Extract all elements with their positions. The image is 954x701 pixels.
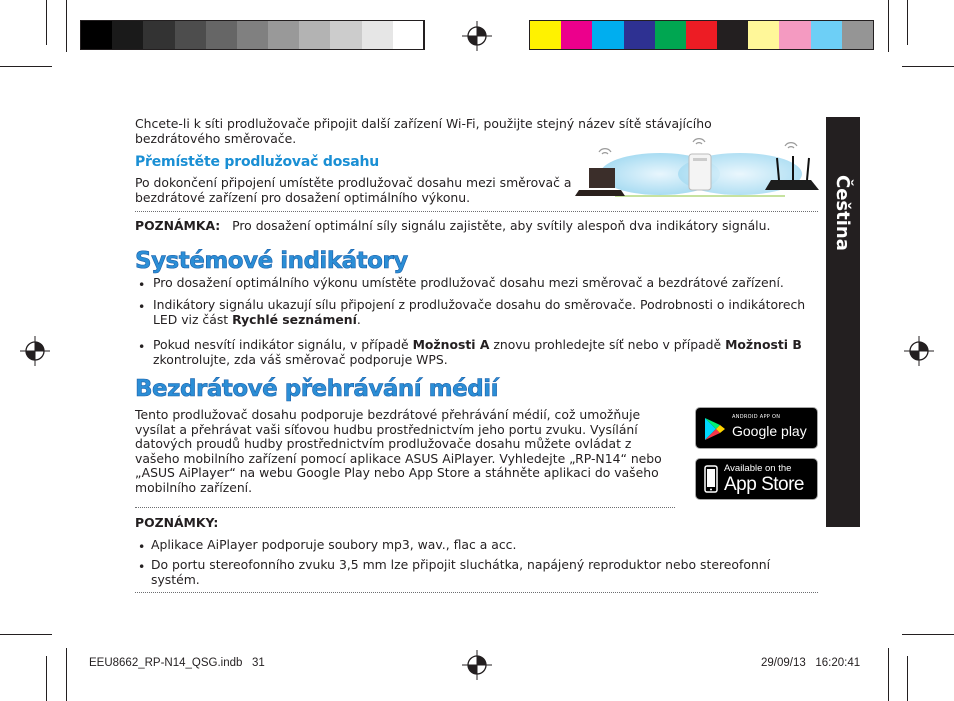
color-swatch [655,21,687,49]
move-heading: Přemístěte prodlužovač dosahu [135,154,380,170]
color-swatch [362,21,394,49]
notes-label: POZNÁMKY: [135,515,219,530]
color-swatch [237,21,269,49]
divider [135,507,675,508]
color-swatch [530,21,562,49]
crop-mark [888,648,889,701]
crop-mark [66,648,67,701]
registration-mark-icon [462,21,492,51]
color-swatch [175,21,207,49]
registration-mark-icon [462,650,492,680]
crop-mark [0,634,52,635]
language-tab-label: Čeština [832,175,853,251]
color-swatch [299,21,331,49]
color-swatch [268,21,300,49]
color-swatch [811,21,843,49]
crop-mark [902,66,954,67]
color-swatch [686,21,718,49]
indicator-bullet-3 [153,338,818,367]
registration-mark-icon [20,336,50,366]
crop-mark [46,656,47,701]
phone-icon [704,465,718,493]
crop-mark [888,0,889,52]
color-swatch [561,21,593,49]
indicator-bullet-1: Pro dosažení optimálního výkonu umístěte prodlužovač dosahu mezi směrovač a bezdrátové zařízení. [153,275,784,290]
google-play-small-text: ANDROID APP ON [732,414,781,420]
divider [135,211,818,212]
color-swatch [112,21,144,49]
quick-intro-reference: Rychlé seznámení [232,311,357,327]
color-swatch [748,21,780,49]
range-extender-icon [689,154,711,190]
color-swatch [717,21,749,49]
color-swatch [143,21,175,49]
note [135,219,825,234]
option-b: Možnosti B [725,337,802,352]
move-text: Po dokončení připojení umístěte prodlužovač dosahu mezi směrovač a bezdrátové zařízení pro dosažení optimálního výkonu. [135,175,572,205]
crop-mark [907,656,908,701]
note-label: POZNÁMKA: [135,218,221,233]
color-swatch [624,21,656,49]
intro-text: Chcete-li k síti prodlužovače připojit další zařízení Wi-Fi, použijte stejný název sítě stávajícího bezdrátového směrovače. [135,116,712,146]
color-swatch [206,21,238,49]
color-swatch [779,21,811,49]
bullet-icon: • [138,339,146,354]
registration-mark-icon [904,336,934,366]
bullet-text: znovu prohledejte síť nebo v případě [489,337,726,352]
crop-mark [0,66,52,67]
indicators-heading: Systémové indikátory [135,248,408,274]
grayscale-color-bar [80,20,425,50]
wifi-icon [599,139,797,154]
app-store-small-text: Available on the [724,463,792,474]
option-a: Možnosti A [412,337,490,352]
color-swatch [592,21,624,49]
crop-mark [907,0,908,45]
app-store-badge[interactable] [695,458,818,500]
divider [135,592,818,593]
color-swatch [330,21,362,49]
bullet-icon: • [138,559,146,574]
bullet-icon: • [138,277,146,292]
google-play-badge[interactable] [695,407,818,449]
process-color-bar [529,20,874,50]
bullet-icon: • [138,539,146,554]
crop-mark [66,0,67,52]
google-play-big-text: Google play [732,423,807,439]
color-swatch [842,21,874,49]
color-swatch [81,21,113,49]
footer-file-info: EEU8662_RP-N14_QSG.indb 31 [89,657,265,669]
notes-bullet-1: Aplikace AiPlayer podporuje soubory mp3, wav., flac a acc. [151,537,517,552]
bullet-text: Pokud nesvítí indikátor signálu, v případě [153,337,413,352]
bullet-text: Indikátory signálu ukazují sílu připojení z prodlužovače dosahu do směrovače. Podrobnosti o indikátorech LED viz část [153,297,806,327]
notes-bullet-2: Do portu stereofonního zvuku 3,5 mm lze připojit sluchátka, napájený reproduktor nebo stereofonní systém. [151,557,771,587]
crop-mark [902,634,954,635]
footer-timestamp: 29/09/13 16:20:41 [761,657,861,669]
placement-illustration [575,132,823,202]
bullet-text: . [356,311,361,327]
color-swatch [393,21,425,49]
bullet-icon: • [138,299,146,314]
play-icon [704,417,726,441]
bullet-text: zkontrolujte, zda váš směrovač podporuje WPS. [153,351,448,367]
indicator-bullet-2 [153,298,808,327]
media-text: Tento prodlužovač dosahu podporuje bezdrátové přehrávání médií, což umožňuje vysílat a přehrávat vaši síťovou hudbu prostřednictvím jeho portu zvuku. Vysílání datových proudů hudby prostřednictvím prodlužovače dosahu můžete ovládat z vašeho mobilního zařízení pomocí aplikace ASUS AiPlayer. Vyhledejte „RP-N14“ nebo „ASUS AiPlayer“ na webu Google Play nebo App Store a stáhněte aplikaci do vašeho mobilního zařízení. [135,407,662,495]
note-text: Pro dosažení optimální síly signálu zajistěte, aby svítily alespoň dva indikátory signálu. [232,218,771,233]
media-heading: Bezdrátové přehrávání médií [135,376,498,402]
app-store-big-text: App Store [724,474,804,495]
crop-mark [46,0,47,45]
